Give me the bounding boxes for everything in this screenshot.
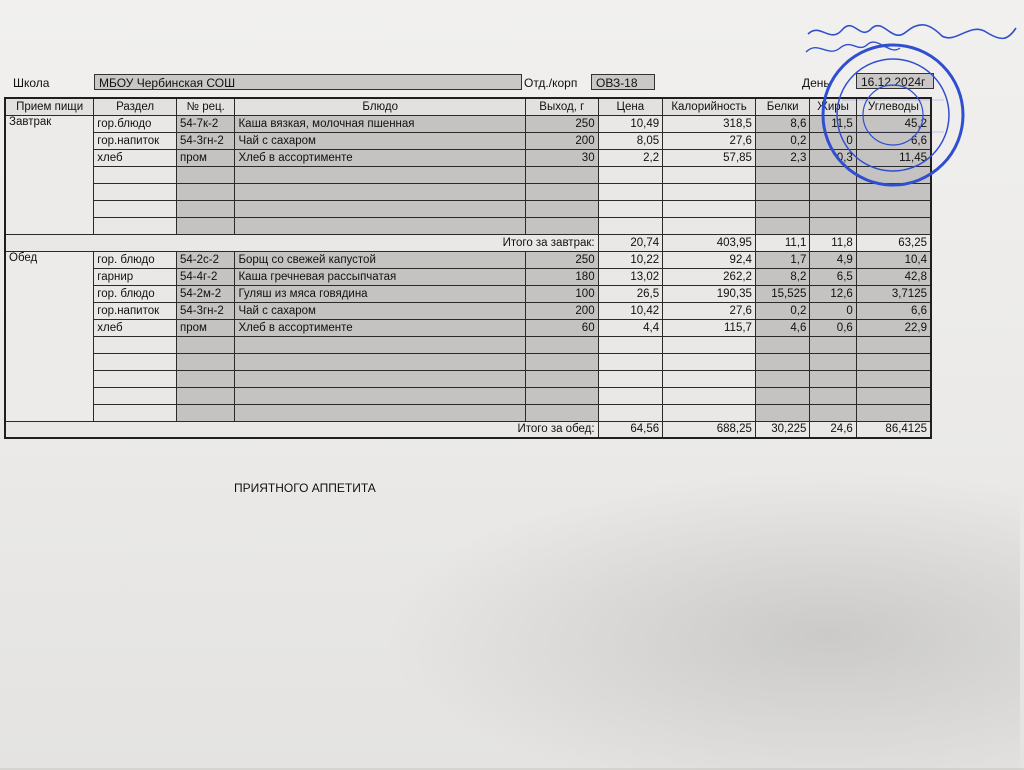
empty-cell xyxy=(176,217,235,234)
table-row xyxy=(5,268,931,285)
empty-cell xyxy=(525,353,598,370)
fat-cell: 0,6 xyxy=(810,319,856,336)
empty-cell xyxy=(598,370,663,387)
col-protein: Белки xyxy=(755,98,809,115)
kcal-cell: 27,6 xyxy=(663,302,756,319)
empty-cell xyxy=(755,217,809,234)
empty-cell xyxy=(755,404,809,421)
section-cell: гор.напиток xyxy=(94,302,177,319)
school-label: Школа xyxy=(13,76,50,90)
total-row xyxy=(5,421,931,438)
empty-cell xyxy=(525,404,598,421)
empty-cell xyxy=(176,200,235,217)
empty-cell xyxy=(235,370,526,387)
empty-cell xyxy=(94,183,177,200)
empty-cell xyxy=(525,166,598,183)
empty-cell xyxy=(94,370,177,387)
empty-cell xyxy=(598,353,663,370)
fat-cell: 12,6 xyxy=(810,285,856,302)
empty-cell xyxy=(856,336,931,353)
total-label: Итого за обед: xyxy=(5,421,598,438)
total-carbs: 86,4125 xyxy=(856,421,931,438)
recipe-cell: 54-3гн-2 xyxy=(176,302,235,319)
empty-row xyxy=(5,370,931,387)
carbs-cell: 42,8 xyxy=(856,268,931,285)
empty-cell xyxy=(663,217,756,234)
table-row xyxy=(5,285,931,302)
total-protein: 30,225 xyxy=(755,421,809,438)
table-row xyxy=(5,302,931,319)
section-cell: гор.блюдо xyxy=(94,115,177,132)
empty-cell xyxy=(663,353,756,370)
carbs-cell: 22,9 xyxy=(856,319,931,336)
recipe-cell: пром xyxy=(176,319,235,336)
empty-cell xyxy=(663,200,756,217)
fat-cell: 6,5 xyxy=(810,268,856,285)
price-cell: 10,42 xyxy=(598,302,663,319)
section-cell: гор. блюдо xyxy=(94,285,177,302)
total-carbs: 63,25 xyxy=(856,234,931,251)
empty-cell xyxy=(598,217,663,234)
weight-cell: 100 xyxy=(525,285,598,302)
carbs-cell: 10,4 xyxy=(856,251,931,268)
fat-cell: 4,9 xyxy=(810,251,856,268)
empty-row xyxy=(5,166,931,183)
empty-cell xyxy=(856,200,931,217)
empty-cell xyxy=(663,336,756,353)
empty-row xyxy=(5,200,931,217)
weight-cell: 60 xyxy=(525,319,598,336)
col-weight: Выход, г xyxy=(525,98,598,115)
recipe-cell: 54-7к-2 xyxy=(176,115,235,132)
empty-cell xyxy=(176,387,235,404)
empty-cell xyxy=(856,353,931,370)
weight-cell: 200 xyxy=(525,302,598,319)
total-fat: 11,8 xyxy=(810,234,856,251)
table-header-row xyxy=(5,98,931,115)
table-row xyxy=(5,251,931,268)
meal-cell: Завтрак xyxy=(5,115,94,234)
fat-cell: 11,5 xyxy=(810,115,856,132)
carbs-cell: 6,6 xyxy=(856,132,931,149)
fat-cell: 0 xyxy=(810,132,856,149)
empty-cell xyxy=(525,387,598,404)
day-value: 16.12.2024г xyxy=(856,73,934,89)
empty-row xyxy=(5,353,931,370)
col-recipe: № рец. xyxy=(176,98,235,115)
school-value: МБОУ Чербинская СОШ xyxy=(94,74,522,90)
kcal-cell: 262,2 xyxy=(663,268,756,285)
empty-cell xyxy=(810,336,856,353)
paper-shadow xyxy=(380,470,1020,770)
col-kcal: Калорийность xyxy=(663,98,756,115)
empty-cell xyxy=(755,387,809,404)
empty-cell xyxy=(663,166,756,183)
weight-cell: 250 xyxy=(525,115,598,132)
empty-cell xyxy=(94,217,177,234)
weight-cell: 30 xyxy=(525,149,598,166)
empty-cell xyxy=(755,353,809,370)
recipe-cell: 54-3гн-2 xyxy=(176,132,235,149)
empty-row xyxy=(5,404,931,421)
empty-row xyxy=(5,387,931,404)
menu-table xyxy=(4,97,932,439)
fat-cell: 0 xyxy=(810,302,856,319)
total-kcal: 688,25 xyxy=(663,421,756,438)
empty-cell xyxy=(94,200,177,217)
protein-cell: 15,525 xyxy=(755,285,809,302)
empty-cell xyxy=(810,353,856,370)
empty-cell xyxy=(755,336,809,353)
empty-cell xyxy=(235,336,526,353)
empty-cell xyxy=(755,370,809,387)
footer-wish: ПРИЯТНОГО АППЕТИТА xyxy=(234,481,376,495)
empty-cell xyxy=(235,183,526,200)
price-cell: 26,5 xyxy=(598,285,663,302)
empty-cell xyxy=(176,183,235,200)
empty-cell xyxy=(663,387,756,404)
table-row xyxy=(5,115,931,132)
empty-cell xyxy=(235,387,526,404)
dish-cell: Хлеб в ассортименте xyxy=(235,149,526,166)
dish-cell: Хлеб в ассортименте xyxy=(235,319,526,336)
empty-cell xyxy=(176,404,235,421)
table-row xyxy=(5,149,931,166)
price-cell: 10,22 xyxy=(598,251,663,268)
empty-cell xyxy=(525,200,598,217)
kcal-cell: 190,35 xyxy=(663,285,756,302)
dish-cell: Гуляш из мяса говядина xyxy=(235,285,526,302)
total-fat: 24,6 xyxy=(810,421,856,438)
recipe-cell: 54-4г-2 xyxy=(176,268,235,285)
empty-cell xyxy=(176,336,235,353)
dish-cell: Каша вязкая, молочная пшенная xyxy=(235,115,526,132)
col-fat: Жиры xyxy=(810,98,856,115)
empty-cell xyxy=(94,353,177,370)
empty-cell xyxy=(755,183,809,200)
empty-cell xyxy=(235,200,526,217)
fat-cell: 0,3 xyxy=(810,149,856,166)
kcal-cell: 115,7 xyxy=(663,319,756,336)
protein-cell: 0,2 xyxy=(755,302,809,319)
dish-cell: Борщ со свежей капустой xyxy=(235,251,526,268)
empty-cell xyxy=(525,217,598,234)
dish-cell: Каша гречневая рассыпчатая xyxy=(235,268,526,285)
carbs-cell: 6,6 xyxy=(856,302,931,319)
protein-cell: 0,2 xyxy=(755,132,809,149)
table-row xyxy=(5,319,931,336)
carbs-cell: 11,45 xyxy=(856,149,931,166)
protein-cell: 4,6 xyxy=(755,319,809,336)
recipe-cell: 54-2с-2 xyxy=(176,251,235,268)
protein-cell: 1,7 xyxy=(755,251,809,268)
empty-cell xyxy=(856,217,931,234)
carbs-cell: 3,7125 xyxy=(856,285,931,302)
kcal-cell: 57,85 xyxy=(663,149,756,166)
price-cell: 8,05 xyxy=(598,132,663,149)
empty-cell xyxy=(663,404,756,421)
dish-cell: Чай с сахаром xyxy=(235,132,526,149)
empty-cell xyxy=(235,166,526,183)
empty-cell xyxy=(94,404,177,421)
empty-cell xyxy=(755,200,809,217)
dept-label: Отд./корп xyxy=(524,76,578,90)
empty-cell xyxy=(235,217,526,234)
col-section: Раздел xyxy=(94,98,177,115)
col-carbs: Углеводы xyxy=(856,98,931,115)
section-cell: хлеб xyxy=(94,319,177,336)
empty-cell xyxy=(810,217,856,234)
dept-value: ОВЗ-18 xyxy=(591,74,655,90)
total-kcal: 403,95 xyxy=(663,234,756,251)
empty-cell xyxy=(663,370,756,387)
recipe-cell: пром xyxy=(176,149,235,166)
empty-cell xyxy=(525,183,598,200)
empty-cell xyxy=(856,370,931,387)
dish-cell: Чай с сахаром xyxy=(235,302,526,319)
protein-cell: 8,2 xyxy=(755,268,809,285)
empty-cell xyxy=(598,387,663,404)
empty-cell xyxy=(598,200,663,217)
protein-cell: 2,3 xyxy=(755,149,809,166)
total-price: 64,56 xyxy=(598,421,663,438)
col-meal: Прием пищи xyxy=(5,98,94,115)
total-protein: 11,1 xyxy=(755,234,809,251)
empty-row xyxy=(5,217,931,234)
weight-cell: 200 xyxy=(525,132,598,149)
price-cell: 4,4 xyxy=(598,319,663,336)
empty-row xyxy=(5,183,931,200)
empty-cell xyxy=(525,370,598,387)
empty-cell xyxy=(810,370,856,387)
section-cell: хлеб xyxy=(94,149,177,166)
weight-cell: 250 xyxy=(525,251,598,268)
empty-cell xyxy=(663,183,756,200)
total-row xyxy=(5,234,931,251)
recipe-cell: 54-2м-2 xyxy=(176,285,235,302)
section-cell: гор. блюдо xyxy=(94,251,177,268)
section-cell: гор.напиток xyxy=(94,132,177,149)
day-label: День xyxy=(802,76,830,90)
kcal-cell: 92,4 xyxy=(663,251,756,268)
carbs-cell: 45,2 xyxy=(856,115,931,132)
empty-cell xyxy=(598,183,663,200)
empty-cell xyxy=(176,370,235,387)
empty-cell xyxy=(94,166,177,183)
protein-cell: 8,6 xyxy=(755,115,809,132)
empty-cell xyxy=(94,336,177,353)
empty-cell xyxy=(94,387,177,404)
empty-cell xyxy=(525,336,598,353)
empty-cell xyxy=(235,353,526,370)
empty-cell xyxy=(810,387,856,404)
weight-cell: 180 xyxy=(525,268,598,285)
price-cell: 2,2 xyxy=(598,149,663,166)
col-price: Цена xyxy=(598,98,663,115)
kcal-cell: 27,6 xyxy=(663,132,756,149)
empty-row xyxy=(5,336,931,353)
kcal-cell: 318,5 xyxy=(663,115,756,132)
empty-cell xyxy=(176,353,235,370)
empty-cell xyxy=(755,166,809,183)
empty-cell xyxy=(235,404,526,421)
empty-cell xyxy=(598,166,663,183)
empty-cell xyxy=(810,200,856,217)
total-label: Итого за завтрак: xyxy=(5,234,598,251)
round-stamp xyxy=(818,40,968,190)
empty-cell xyxy=(598,336,663,353)
empty-cell xyxy=(856,404,931,421)
section-cell: гарнир xyxy=(94,268,177,285)
meal-cell: Обед xyxy=(5,251,94,421)
empty-cell xyxy=(598,404,663,421)
table-row xyxy=(5,132,931,149)
empty-cell xyxy=(176,166,235,183)
price-cell: 10,49 xyxy=(598,115,663,132)
price-cell: 13,02 xyxy=(598,268,663,285)
col-dish: Блюдо xyxy=(235,98,526,115)
empty-cell xyxy=(856,387,931,404)
empty-cell xyxy=(810,404,856,421)
total-price: 20,74 xyxy=(598,234,663,251)
